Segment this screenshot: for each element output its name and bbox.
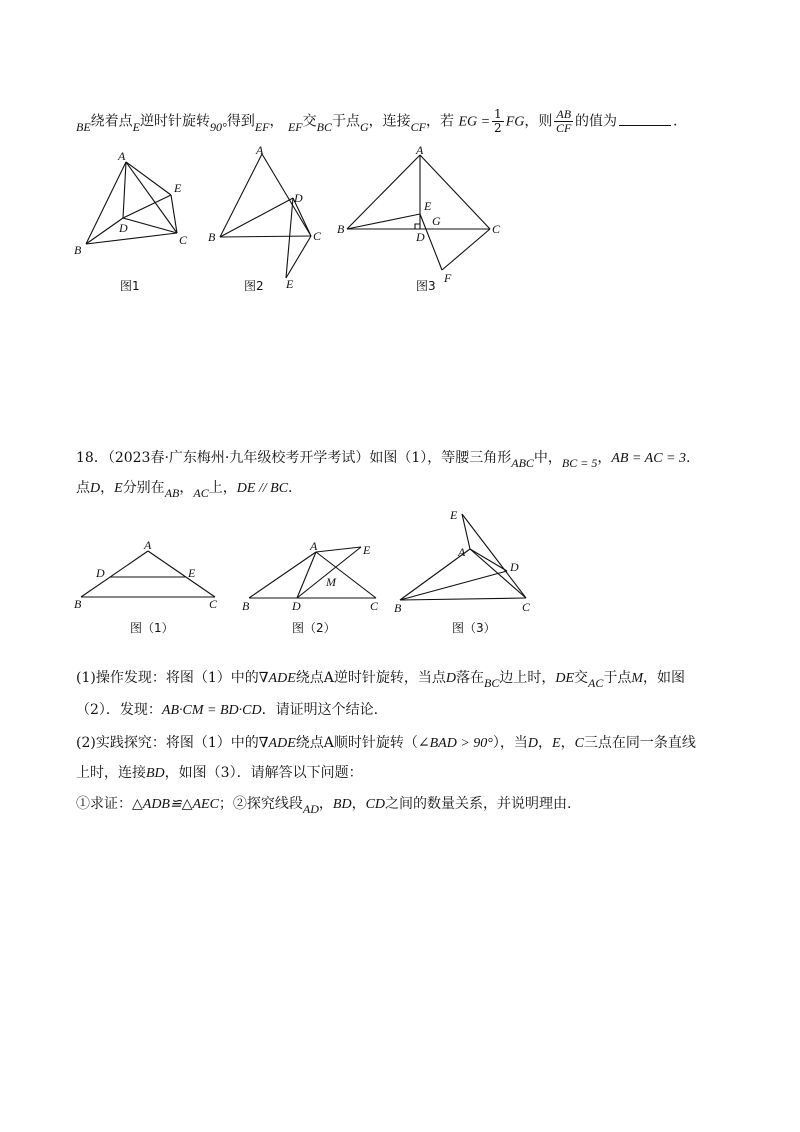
text-segment: 边上时， [499,670,556,686]
text-segment: 于点 [603,670,632,686]
text-segment: ．请证明这个结论. [261,702,379,718]
segment-AE [316,547,361,552]
segment-DC [123,218,177,233]
text-segment: 上时，连接 [76,765,146,781]
part2-line-2 [76,763,363,784]
label-A: A [416,143,424,157]
text-segment: ），当 [492,735,528,751]
text-segment: 分别在 [122,480,165,496]
segment-BC [400,598,526,600]
label-C: C [313,229,322,243]
label-F: F [444,271,452,285]
text-segment: 三点在同一条直线 [583,735,696,751]
label-D: D [292,599,301,613]
math-EF-2: EF [287,119,303,134]
q18-figure-3 [394,508,531,635]
right-angle-mark [415,224,420,229]
math-AD: AD [302,802,319,816]
segment-AC [148,551,215,597]
label-C: C [522,600,531,614]
math-BD: BD [332,797,352,812]
label-C: C [179,233,188,247]
math-AB: AB [164,486,180,500]
math-equation: AB·CM = BD·CD [161,703,262,718]
caption-fig1: 图（1） [130,621,174,635]
q18-header-line [76,448,690,469]
label-D: D [416,230,425,244]
segment-AB [81,551,148,597]
segment-BE [347,214,420,229]
segment-EC [286,236,311,278]
fraction-denominator: CF [556,121,572,135]
label-A: A [118,149,126,163]
label-E: E [424,199,432,213]
label-B: B [394,601,402,615]
text-segment: ，则 [524,113,553,130]
text-segment: ， [100,480,115,496]
segment-AC [126,162,177,233]
math-triangle-ADE: ∇ADE [258,671,296,686]
text-segment: 落在 [456,670,484,686]
fraction-denominator: 2 [494,121,502,135]
label-B: B [242,599,250,613]
label-C: C [370,599,379,613]
q17-figure-1 [74,149,188,293]
label-E: E [363,543,371,557]
math-angle-BAD: ∠BAD > 90° [417,736,493,751]
label-D: D [119,221,128,235]
math-EG: EG = [458,114,491,130]
text-segment: . [673,113,678,130]
fraction-AB-CF [554,108,573,135]
math-D: D [527,736,538,751]
math-D: D [90,481,101,496]
text-segment: ， [597,450,612,466]
text-segment: . [288,480,293,496]
text-segment: ，若 [425,113,454,130]
part1-line-1 [76,668,685,689]
answer-blank[interactable] [619,113,671,126]
label-E: E [174,181,182,195]
q18-figures [70,500,550,650]
part2-line-1 [76,733,696,754]
q18-line-2 [76,478,293,499]
part2-line-3 [76,794,572,815]
caption-fig3: 图3 [416,279,436,293]
fraction-numerator: AB [556,107,572,121]
q17-figures [60,140,520,300]
label-E: E [450,508,458,522]
math-E: E [132,119,141,134]
label-B: B [74,597,82,611]
segment-DE [286,198,293,278]
text-segment: 逆时针旋转 [140,113,211,130]
label-M: M [326,575,336,589]
text-segment: ， [351,796,366,812]
text-segment: ， [179,480,194,496]
text-segment: (1)操作发现：将图（1）中的 [76,670,259,686]
math-90deg: 90° [210,119,227,134]
math-AB-AC-3: AB = AC = 3 [611,451,686,466]
text-segment: 的值为 [575,113,618,130]
label-E: E [286,277,294,291]
q18-figure-1 [74,538,218,635]
text-segment: ， [269,113,284,130]
label-G: G [432,214,441,228]
text-segment: 得到 [226,113,255,130]
segment-AD [470,549,507,571]
caption-fig3: 图（3） [452,621,496,635]
text-segment: (2)实践探究：将图（1）中的 [76,735,259,751]
math-CD: CD [365,797,386,812]
label-B: B [208,230,216,244]
math-FG: FG [505,114,525,130]
math-AC: AC [588,676,604,690]
math-EF: EF [254,119,270,134]
text-segment: ①求证： [76,796,132,812]
math-E: E [552,736,561,751]
text-segment: 之间的数量关系，并说明理由. [385,796,572,812]
text-segment: 中， [533,450,562,466]
math-DE-parallel-BC: DE // BC [236,481,289,496]
segment-AE [126,162,171,195]
math-BC-5: BC = 5 [561,456,598,470]
label-D: D [294,191,303,205]
label-B: B [74,243,82,257]
segment-EC [462,514,526,598]
q17-text-line [76,108,677,135]
math-AC: AC [193,486,209,500]
math-C: C [574,736,584,751]
q17-figure-3 [337,143,501,293]
math-M: M [631,671,644,686]
math-BD: BD [146,766,165,781]
caption-fig2: 图2 [244,279,264,293]
math-congruence: △ADB≌△AEC [132,797,219,812]
text-segment: ， [318,796,333,812]
label-D: D [96,566,105,580]
text-segment: 交 [574,670,589,686]
segment-BC [220,236,311,237]
text-segment: 绕着点 [90,113,133,130]
text-segment: ， [560,735,575,751]
text-segment: ，连接 [368,113,411,130]
label-E: E [188,566,196,580]
text-segment: ， [538,735,552,751]
label-A: A [458,545,466,559]
caption-fig2: 图（2） [292,621,336,635]
fraction-one-half [492,108,504,135]
math-CF: CF [410,119,426,134]
segment-AD [123,162,126,218]
q17-figure-2 [208,143,322,293]
math-BC: BC [316,119,332,134]
math-G: G [359,119,369,134]
segment-BD [400,571,507,600]
text-segment: 于点 [331,113,360,130]
text-segment: （2）．发现： [76,702,162,718]
segment-AC [420,155,490,229]
q18-header: 18．（2023春·广东梅州·九年级校考开学考试）如图（1），等腰三角形 [76,450,512,466]
label-B: B [337,222,345,236]
math-D: D [445,671,456,686]
segment-AB [220,154,262,237]
text-segment: ，如图 [643,670,686,686]
label-C: C [492,222,501,236]
label-A: A [310,539,318,553]
fraction-numerator: 1 [494,107,502,121]
math-triangle-ADE: ∇ADE [258,736,296,751]
text-segment: 交 [302,113,317,130]
math-BC: BC [484,676,500,690]
label-A: A [144,538,152,552]
text-segment: 点 [76,480,90,496]
math-DE: DE [555,671,575,686]
segment-BD [220,198,293,237]
text-segment: 上， [208,480,237,496]
label-C: C [209,597,218,611]
text-segment: 绕点A顺时针旋转（ [295,735,418,751]
math-E: E [114,481,123,496]
q18-figure-2 [242,539,379,635]
segment-AC [262,154,311,236]
label-D: D [510,560,519,574]
text-segment: . [686,450,691,466]
segment-DE [297,547,361,598]
segment-EC [171,195,177,233]
text-segment: 绕点A逆时针旋转，当点 [295,670,446,686]
text-segment: ；②探究线段 [218,796,303,812]
math-ABC: ABC [511,456,534,470]
segment-FC [442,229,490,270]
segment-AB [347,155,420,229]
text-segment: ，如图（3）．请解答以下问题： [164,765,363,781]
label-A: A [256,143,264,157]
caption-fig1: 图1 [120,279,140,293]
part1-line-2 [76,700,378,721]
math-BE: BE [76,119,91,134]
